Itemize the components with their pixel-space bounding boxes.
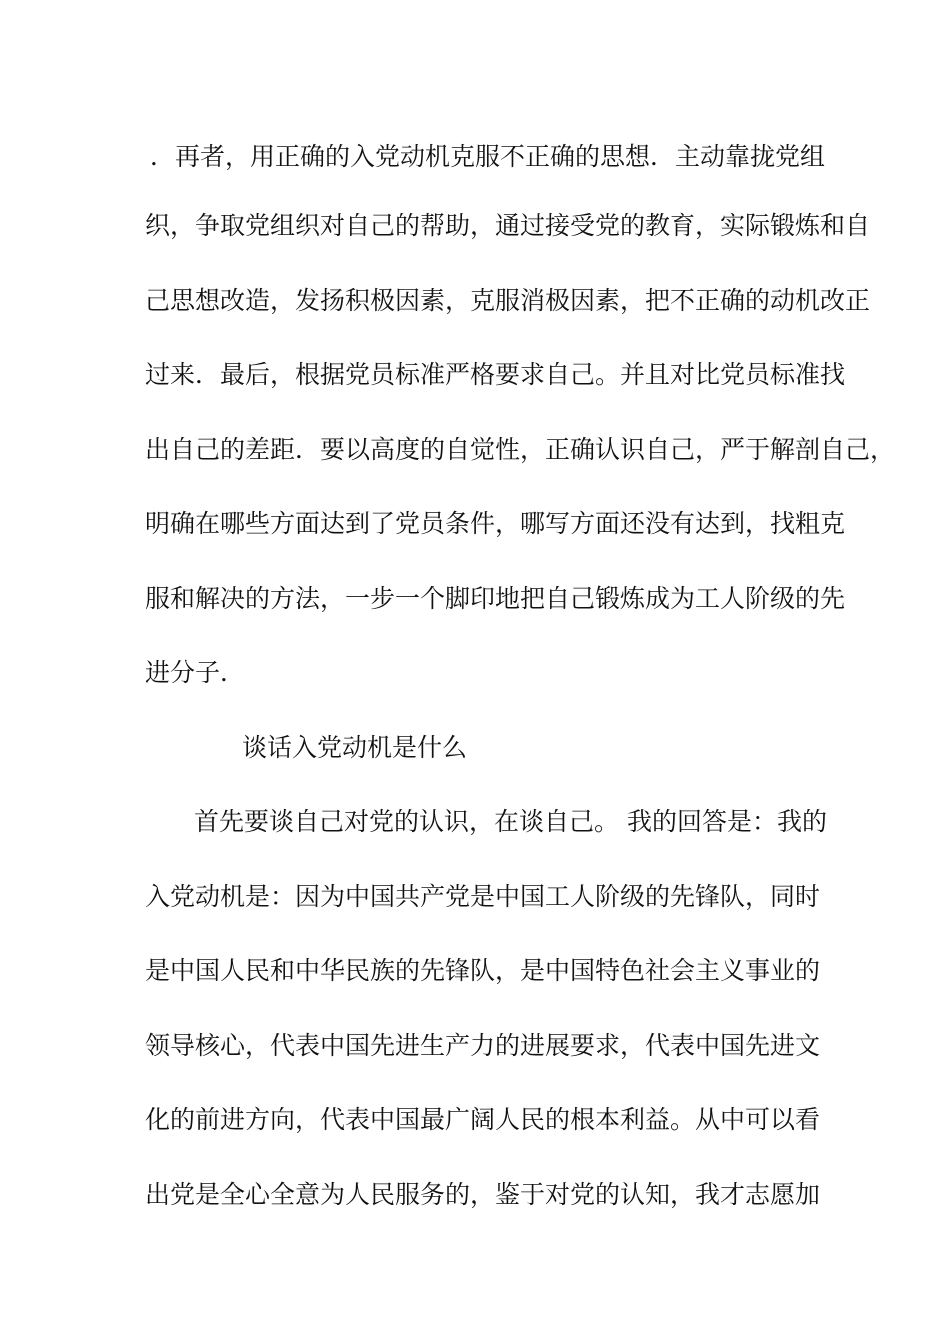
paragraph-1-line-5: 出自己的差距．要以高度的自觉性，正确认识自己，严于解剖自己， [145, 435, 896, 464]
paragraph-1-line-6: 明确在哪些方面达到了党员条件，哪写方面还没有达到，找粗克 [145, 509, 846, 538]
section-heading: 谈话入党动机是什么 [242, 733, 468, 762]
paragraph-1-line-7: 服和解决的方法，一步一个脚印地把自己锻炼成为工人阶级的先 [145, 584, 846, 613]
paragraph-1-line-8: 进分子． [145, 658, 246, 687]
paragraph-1-line-2: 织，争取党组织对自己的帮助，通过接受党的教育，实际锻炼和自 [145, 211, 871, 240]
paragraph-2-line-1: 首先要谈自己对党的认识，在谈自己。 我的回答是：我的 [194, 807, 827, 836]
paragraph-1-line-1: ．再者，用正确的入党动机克服不正确的思想．主动靠拢党组 [150, 142, 826, 171]
paragraph-1-line-3: 己思想改造，发扬积极因素，克服消极因素，把不正确的动机改正 [145, 286, 871, 315]
paragraph-2-line-6: 出党是全心全意为人民服务的，鉴于对党的认知，我才志愿加 [145, 1180, 821, 1209]
paragraph-2-line-2: 入党动机是：因为中国共产党是中国工人阶级的先锋队，同时 [145, 882, 821, 911]
paragraph-2-line-4: 领导核心，代表中国先进生产力的进展要求，代表中国先进文 [145, 1031, 821, 1060]
paragraph-2-line-3: 是中国人民和中华民族的先锋队，是中国特色社会主义事业的 [145, 956, 821, 985]
paragraph-1-line-4: 过来．最后，根据党员标准严格要求自己。并且对比党员标准找 [145, 360, 846, 389]
paragraph-2-line-5: 化的前进方向，代表中国最广阔人民的根本利益。从中可以看 [145, 1105, 821, 1134]
